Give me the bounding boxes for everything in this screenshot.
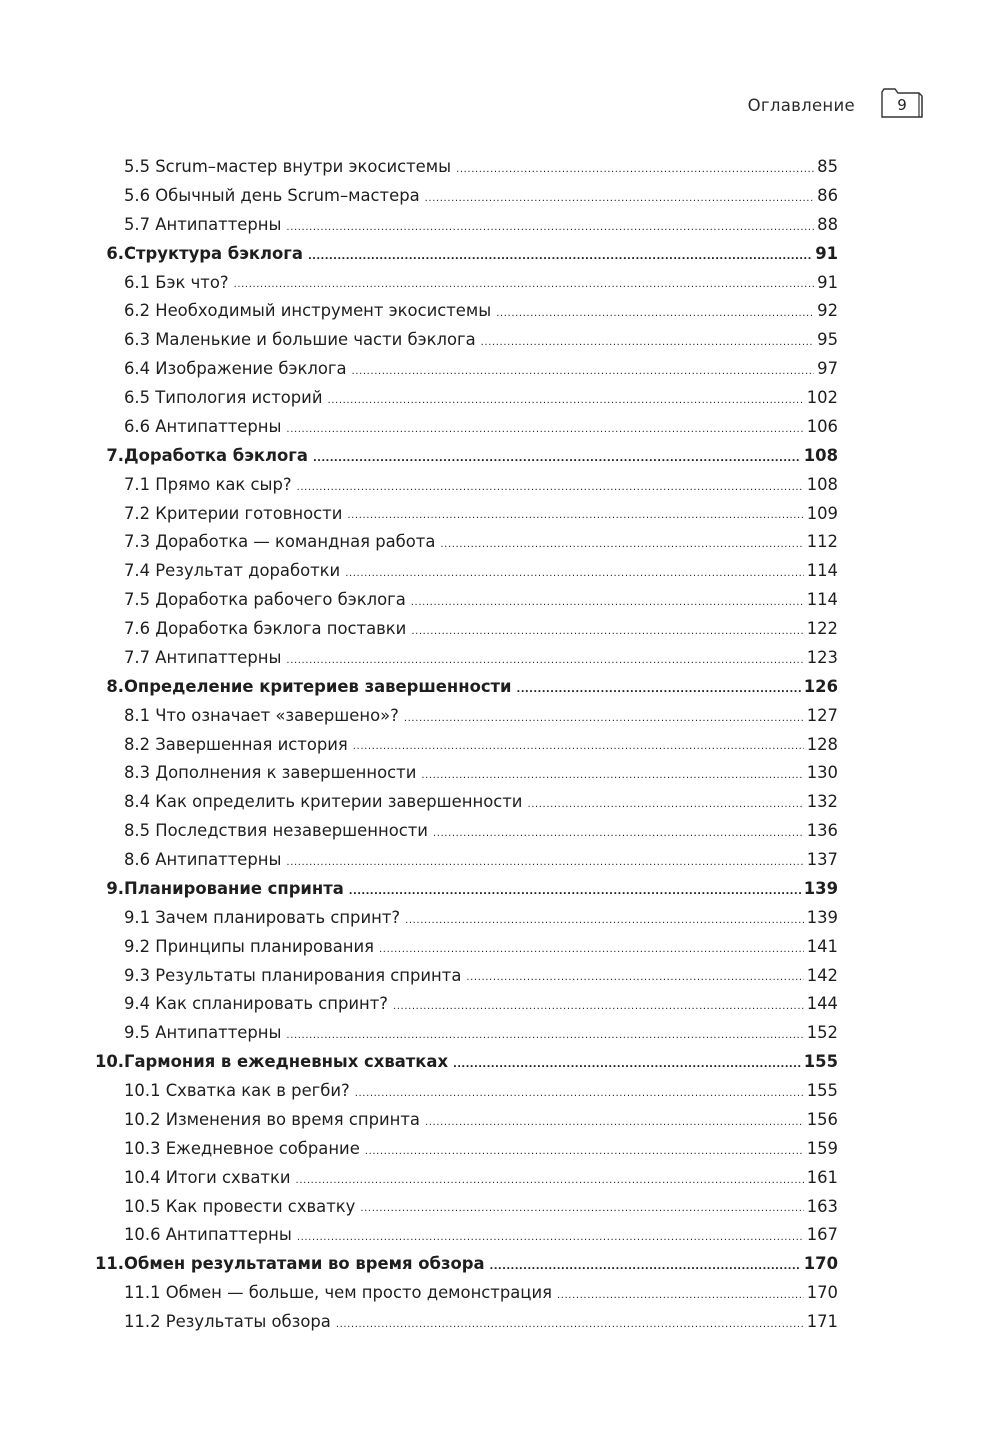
toc-page-number: 126 [803,676,838,696]
toc-entry-title: 5.6 Обычный день Scrum–мастера [124,185,420,205]
toc-section-row[interactable] [88,355,838,384]
toc-page-number: 127 [806,705,838,725]
toc-page-number: 97 [817,359,838,379]
dot-leader [411,615,803,644]
toc-page-number: 155 [806,1081,838,1100]
page-number: 9 [897,96,907,114]
toc-page-number: 122 [806,619,838,638]
toc-section-row[interactable] [88,586,838,615]
dot-leader [393,990,804,1019]
toc-page-number: 91 [815,243,838,263]
toc-section-row[interactable] [88,297,838,326]
dot-leader [286,644,803,673]
toc-page-number: 114 [806,561,838,581]
toc-entry-title: 8.4 Как определить критерии завершенности [124,792,523,812]
toc-entry-title: 8.1 Что означает «завершено»? [124,705,399,725]
dot-leader [453,1048,801,1077]
dot-leader [286,413,803,442]
dot-leader [286,846,803,875]
dot-leader [481,326,815,355]
toc-entry-title: Определение критериев завершенности [124,676,512,696]
toc-entry-title: 7.2 Критерии готовности [124,503,343,523]
page-header [748,88,923,118]
toc-section-row[interactable] [88,933,838,962]
dot-leader [360,1193,803,1222]
toc-section-row[interactable] [88,904,838,933]
toc-section-row[interactable] [88,326,838,355]
dot-leader [286,211,814,240]
toc-page-number: 163 [806,1196,838,1216]
toc-page-number: 170 [803,1254,838,1274]
dot-leader [336,1308,804,1337]
toc-page-number: 161 [806,1167,838,1187]
toc-entry-title: 9.4 Как спланировать спринт? [124,994,388,1014]
toc-entry-title: 5.5 Scrum–мастер внутри экосистемы [124,157,452,176]
toc-entry-title: Гармония в ежедневных схватках [124,1052,449,1072]
toc-section-row[interactable] [88,471,838,500]
toc-page-number: 91 [817,272,838,292]
toc-entry-title: 7.6 Доработка бэклога поставки [124,619,407,638]
toc-chapter-number: 6. [106,243,124,263]
dot-leader [404,702,804,731]
toc-chapter-number: 9. [106,878,124,898]
toc-section-row[interactable] [88,211,838,240]
dot-leader [433,817,804,846]
toc-page-number: 170 [806,1283,838,1303]
toc-entry-title: 6.4 Изображение бэклога [124,359,347,379]
toc-page-number: 106 [806,416,838,436]
toc-page-number: 130 [806,763,838,783]
dot-leader [296,1164,804,1193]
toc-page-number: 159 [806,1138,838,1158]
toc-page-number: 132 [806,792,838,812]
toc-page-number: 108 [806,474,838,494]
dot-leader [517,673,801,702]
toc-chapter-row[interactable] [88,673,838,702]
toc-section-row[interactable] [88,413,838,442]
toc-entry-title: 10.1 Схватка как в регби? [124,1081,350,1100]
dot-leader [527,788,803,817]
toc-page-number: 152 [806,1023,838,1043]
running-title: Оглавление [747,95,855,115]
toc-section-row[interactable] [88,384,838,413]
dot-leader [308,240,812,269]
toc-section-row[interactable] [88,1019,838,1048]
toc-section-row[interactable] [88,644,838,673]
toc-chapter-number: 7. [106,445,124,465]
toc-chapter-row[interactable] [88,875,838,904]
dot-leader [557,1279,804,1308]
toc-entry-title: 11.2 Результаты обзора [124,1312,331,1331]
toc-section-row[interactable] [88,788,838,817]
toc-section-row[interactable] [88,702,838,731]
toc-section-row[interactable] [88,1308,838,1337]
toc-section-row[interactable] [88,153,838,182]
toc-section-row[interactable] [88,990,838,1019]
toc-entry-title: 8.2 Завершенная история [124,734,348,754]
dot-leader [297,471,804,500]
dot-leader [496,297,814,326]
toc-entry-title: 8.3 Дополнения к завершенности [124,763,417,783]
toc-page-number: 92 [817,301,838,321]
toc-section-row[interactable] [88,731,838,760]
toc-section-row[interactable] [88,528,838,557]
toc-section-row[interactable] [88,1135,838,1164]
toc-section-row[interactable] [88,182,838,211]
toc-page-number: 171 [806,1312,838,1331]
toc-entry-title: 6.6 Антипаттерны [124,416,282,436]
toc-section-row[interactable] [88,1077,838,1106]
toc-entry-title: Доработка бэклога [124,445,308,465]
dot-leader [411,586,804,615]
toc-section-row[interactable] [88,1106,838,1135]
toc-page-number: 142 [806,965,838,985]
toc-entry-title: 9.3 Результаты планирования спринта [124,965,462,985]
toc-entry-title: 9.5 Антипаттерны [124,1023,282,1043]
toc-entry-title: 7.4 Результат доработки [124,561,341,581]
toc-chapter-number: 8. [106,676,124,696]
toc-section-row[interactable] [88,1193,838,1222]
toc-section-row[interactable] [88,846,838,875]
dot-leader [379,933,804,962]
toc-chapter-number: 11. [94,1254,124,1274]
dot-leader [425,182,815,211]
toc-entry-title: 8.5 Последствия незавершенности [124,821,428,841]
toc-entry-title: 7.3 Доработка — командная работа [124,532,436,552]
toc-section-row[interactable] [88,962,838,991]
toc-page-number: 102 [806,388,838,407]
toc-section-row[interactable] [88,1164,838,1193]
table-of-contents [88,153,838,1337]
dot-leader [286,1019,803,1048]
toc-entry-title: 7.7 Антипаттерны [124,647,282,667]
dot-leader [297,1221,804,1250]
toc-page-number: 109 [806,503,838,523]
toc-entry-title: 10.2 Изменения во время спринта [124,1109,420,1129]
toc-page-number: 108 [803,445,838,465]
toc-chapter-number: 10. [94,1052,124,1072]
toc-section-row[interactable] [88,1221,838,1250]
dot-leader [440,528,803,557]
toc-page-number: 139 [803,878,838,898]
toc-page-number: 141 [806,936,838,956]
toc-page-number: 144 [806,994,838,1014]
dot-leader [405,904,804,933]
toc-page-number: 86 [817,185,838,205]
dot-leader [234,269,815,298]
toc-entry-title: 9.1 Зачем планировать спринт? [124,907,401,927]
toc-entry-title: 9.2 Принципы планирования [124,936,375,956]
dot-leader [355,1077,804,1106]
toc-entry-title: 10.4 Итоги схватки [124,1167,291,1187]
toc-chapter-row[interactable] [88,1048,838,1077]
toc-chapter-row[interactable] [88,442,838,471]
dot-leader [349,875,801,904]
dot-leader [353,731,804,760]
dot-leader [313,442,801,471]
toc-entry-title: Структура бэклога [124,243,303,263]
toc-page-number: 112 [806,532,838,552]
toc-section-row[interactable] [88,615,838,644]
toc-chapter-row[interactable] [88,1250,838,1279]
toc-entry-title: 6.2 Необходимый инструмент экосистемы [124,301,492,321]
toc-entry-title: 6.3 Маленькие и большие части бэклога [124,330,476,350]
toc-page-number: 155 [803,1052,838,1072]
toc-page-number: 137 [806,850,838,869]
toc-section-row[interactable] [88,759,838,788]
toc-entry-title: 11.1 Обмен — больше, чем просто демонстрация [124,1283,552,1303]
dot-leader [352,355,815,384]
toc-entry-title: 10.6 Антипаттерны [124,1225,292,1245]
toc-page-number: 128 [806,734,838,754]
dot-leader [456,153,814,182]
dot-leader [327,384,803,413]
toc-section-row[interactable] [88,500,838,529]
toc-entry-title: 8.6 Антипаттерны [124,850,282,869]
toc-page-number: 123 [806,647,838,667]
toc-entry-title: 10.5 Как провести схватку [124,1196,356,1216]
toc-entry-title: 5.7 Антипаттерны [124,214,282,234]
dot-leader [490,1250,801,1279]
toc-entry-title: 6.1 Бэк что? [124,272,229,292]
toc-entry-title: 6.5 Типология историй [124,388,323,407]
dot-leader [345,557,804,586]
toc-page-number: 139 [806,907,838,927]
toc-page-number: 114 [806,590,838,610]
toc-section-row[interactable] [88,269,838,298]
toc-page-number: 136 [806,821,838,841]
toc-chapter-row[interactable] [88,240,838,269]
toc-entry-title: 7.1 Прямо как сыр? [124,474,292,494]
toc-page-number: 156 [806,1109,838,1129]
dot-leader [347,500,803,529]
toc-entry-title: 10.3 Ежедневное собрание [124,1138,360,1158]
toc-page-number: 95 [817,330,838,350]
toc-entry-title: Обмен результатами во время обзора [124,1254,485,1274]
toc-entry-title: Планирование спринта [124,878,344,898]
dot-leader [365,1135,804,1164]
toc-section-row[interactable] [88,557,838,586]
page-number-tab [881,88,923,118]
toc-entry-title: 7.5 Доработка рабочего бэклога [124,590,406,610]
toc-page-number: 167 [806,1225,838,1245]
dot-leader [421,759,803,788]
toc-page-number: 88 [817,214,838,234]
dot-leader [466,962,803,991]
dot-leader [425,1106,804,1135]
toc-section-row[interactable] [88,1279,838,1308]
toc-page-number: 85 [817,157,838,176]
toc-section-row[interactable] [88,817,838,846]
